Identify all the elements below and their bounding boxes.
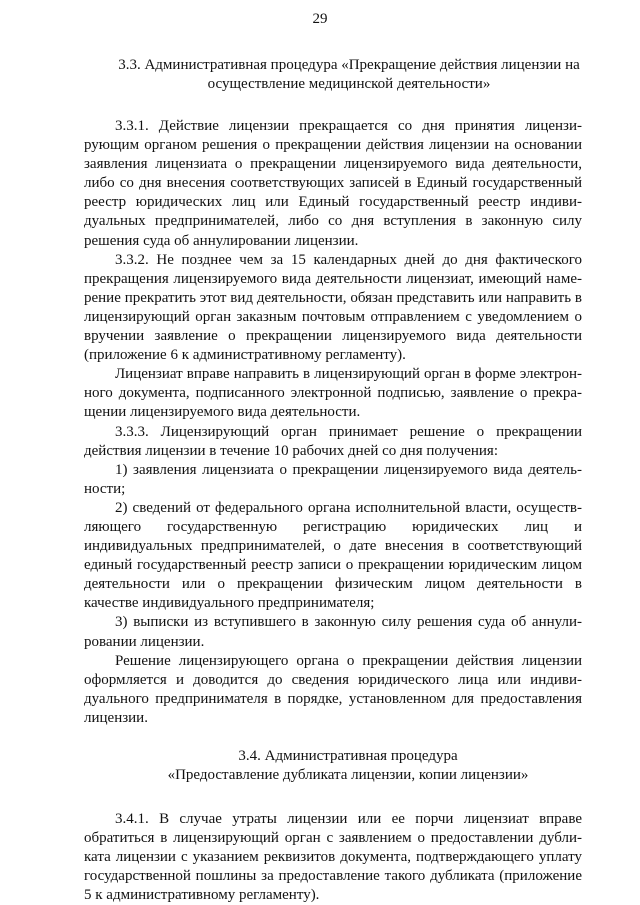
- section-3-4-body: [84, 810, 582, 905]
- paragraph-3-4-1: 3.4.1. В случае утраты лицензии или ее порчи лицензиат вправе обратиться в лицензирующий орган с заявлением о предоставлении дубликата лицензии с указанием реквизитов документа, подтверждающего уплату государственной пошлины за предоставление такого дубликата (приложение 5 к административному регламенту).: [84, 811, 582, 904]
- list-item-2: 2) сведений от федерального органа исполнительной власти, осуществляющего государственную регистрацию юридических лиц и индивидуальных предпринимателей, о дате внесения в соответствующий единый государственный реестр записи о прекращении юридическим лицом деятельности или о прекращении физическим лицом деятельности в качестве индивидуального предпринимателя;: [84, 499, 582, 612]
- paragraph-decision: Решение лицензирующего органа о прекращении действия лицензии оформляется и доводится до сведения юридического лица или индивидуального предпринимателя в порядке, установленном для предоставления лицензии.: [84, 652, 582, 726]
- section-3-4-heading-line2: «Предоставление дубликата лицензии, копии лицензии»: [167, 767, 529, 783]
- section-3-4: [84, 747, 582, 905]
- section-3-3: [84, 56, 582, 728]
- paragraph-electronic-submission: Лицензиат вправе направить в лицензирующий орган в форме электронного документа, подписанного электронной подписью, заявление о прекращении лицензируемого вида деятельности.: [84, 366, 582, 421]
- list-item-1: 1) заявления лицензиата о прекращении лицензируемого вида деятельности;: [84, 461, 582, 497]
- section-3-3-heading-line1: 3.3. Административная процедура «Прекращение действия лицензии на: [118, 57, 580, 73]
- paragraph-3-3-3: 3.3.3. Лицензирующий орган принимает решение о прекращении действия лицензии в течение 10 рабочих дней со дня получения:: [84, 423, 582, 459]
- section-3-3-heading: [90, 56, 608, 94]
- paragraph-3-3-2: 3.3.2. Не позднее чем за 15 календарных дней до дня фактического прекращения лицензируемого вида деятельности лицензиат, имеющий намерение прекратить этот вид деятельности, обязан представить или направить в лицензирующий орган заказным почтовым отправлением с уведомлением о вручении заявление о прекращении лицензируемого вида деятельности (приложение 6 к административному регламенту).: [84, 251, 582, 364]
- section-3-3-heading-line2: осуществление медицинской деятельности»: [207, 76, 491, 92]
- page-number: 29: [312, 11, 328, 27]
- section-3-4-heading: [94, 747, 602, 785]
- section-3-3-body: [84, 117, 582, 728]
- section-3-4-heading-line1: 3.4. Административная процедура: [238, 748, 458, 764]
- paragraph-3-3-1: 3.3.1. Действие лицензии прекращается со дня принятия лицензирующим органом решения о прекращении действия лицензии на основании заявления лицензиата о прекращении лицензируемого вида деятельности, либо со дня внесения соответствующих записей в Единый государственный реестр юридических лиц или Единый государственный реестр индивидуальных предпринимателей, либо со дня вступления в законную силу решения суда об аннулировании лицензии.: [84, 118, 582, 249]
- list-item-3: 3) выписки из вступившего в законную силу решения суда об аннулировании лицензии.: [84, 614, 582, 650]
